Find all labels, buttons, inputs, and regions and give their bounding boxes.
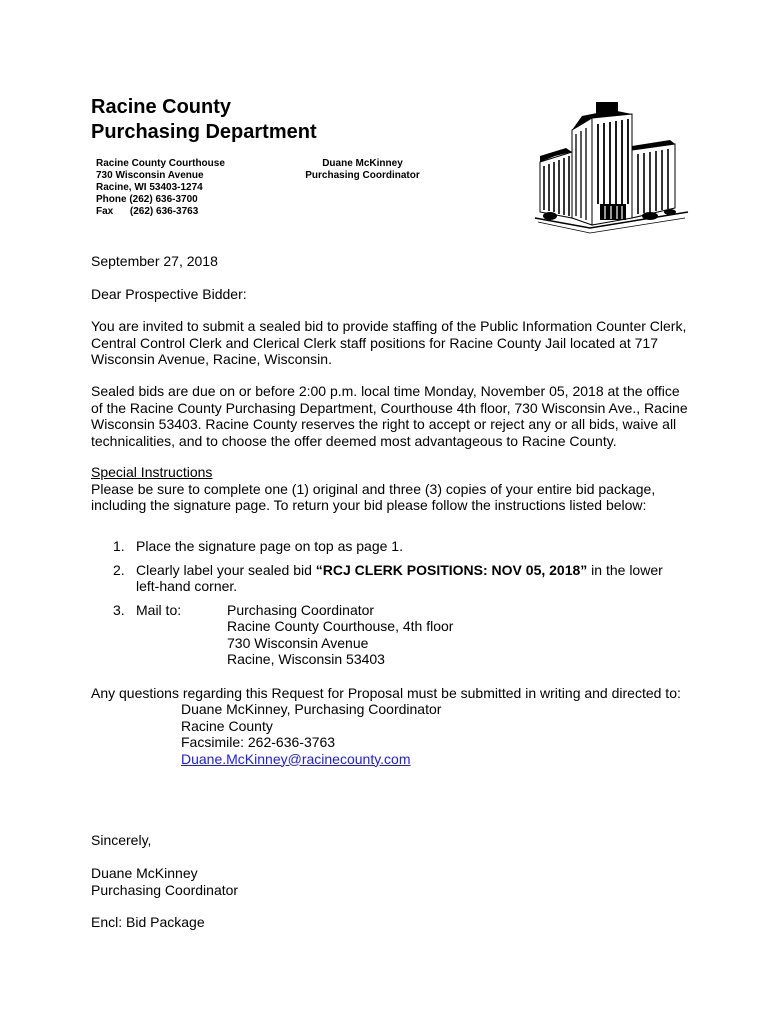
list-text: Clearly label your sealed bid — [136, 561, 316, 578]
enclosure: Encl: Bid Package — [91, 914, 205, 930]
letterhead-title — [91, 95, 317, 145]
closing: Sincerely, — [91, 832, 152, 848]
questions-contact-line: Racine County — [181, 717, 273, 734]
letterhead-contact — [305, 158, 420, 182]
address-line: Phone (262) 636-3700 — [96, 194, 198, 205]
mail-to-label: Mail to: — [136, 601, 182, 618]
instruction-list — [113, 538, 683, 675]
list-number: 1. — [113, 538, 125, 554]
mailing-address-line: Racine County Courthouse, 4th floor — [227, 618, 454, 634]
contact-name: Duane McKinney — [322, 158, 403, 169]
paragraph-due-date: Sealed bids are due on or before 2:00 p.m. local time Monday, November 05, 2018 at the office of the Racine County Purchasing Department, Courthouse 4th floor, 730 Wisconsin Ave., Racine Wisconsin 53403. Racine County reserves the right to accept or reject any or all bids, waive all technicalities, and to choose the offer deemed most advantageous to Racine County. — [91, 383, 688, 449]
letter-date: September 27, 2018 — [91, 253, 218, 269]
list-number: 2. — [113, 561, 125, 578]
mailing-address-line: Racine, Wisconsin 53403 — [227, 651, 385, 667]
questions-contact-line: Facsimile: 262-636-3763 — [181, 734, 336, 750]
bid-label: “RCJ CLERK POSITIONS: NOV 05, 2018” — [315, 561, 588, 578]
letterhead-address — [96, 158, 225, 218]
list-text: in the lower left-hand corner. — [136, 561, 663, 594]
signature-title: Purchasing Coordinator — [91, 881, 239, 898]
address-line: Racine County Courthouse — [96, 158, 225, 169]
special-instructions-text: Please be sure to complete one (1) original and three (3) copies of your entire bid package, including the signature page. To return your bid please follow the instructions listed below: — [91, 480, 656, 513]
title-line-1: Racine County — [91, 96, 232, 118]
mailing-address — [227, 602, 453, 668]
address-line: 730 Wisconsin Avenue — [96, 170, 204, 181]
list-text: Place the signature page on top as page 1. — [136, 538, 403, 554]
courthouse-illustration-icon — [530, 100, 690, 238]
list-item — [113, 562, 683, 595]
questions-text: Any questions regarding this Request for Proposal must be submitted in writing and directed to: — [91, 685, 681, 701]
list-item — [113, 602, 683, 668]
address-line: Fax (262) 636-3763 — [96, 206, 199, 217]
signature-name: Duane McKinney — [91, 865, 198, 881]
paragraph-invitation: You are invited to submit a sealed bid to provide staffing of the Public Information Counter Clerk, Central Control Clerk and Clerical Clerk staff positions for Racine County Jail located at 717 Wisconsin Avenue, Racine, Wisconsin. — [91, 318, 687, 367]
title-line-2: Purchasing Department — [91, 121, 317, 143]
questions-contact-line: Duane McKinney, Purchasing Coordinator — [181, 701, 442, 717]
email-link[interactable]: Duane.McKinney@racinecounty.com — [181, 750, 411, 767]
mailing-address-line: 730 Wisconsin Avenue — [227, 634, 369, 651]
special-instructions-heading: Special Instructions — [91, 464, 213, 480]
contact-title: Purchasing Coordinator — [305, 170, 420, 181]
special-instructions — [91, 464, 691, 514]
list-item — [113, 538, 683, 555]
list-number: 3. — [113, 601, 125, 618]
address-line: Racine, WI 53403-1274 — [96, 182, 203, 193]
signature-block — [91, 865, 691, 898]
questions-contact — [181, 701, 441, 767]
salutation: Dear Prospective Bidder: — [91, 286, 247, 302]
mailing-address-line: Purchasing Coordinator — [227, 601, 375, 618]
